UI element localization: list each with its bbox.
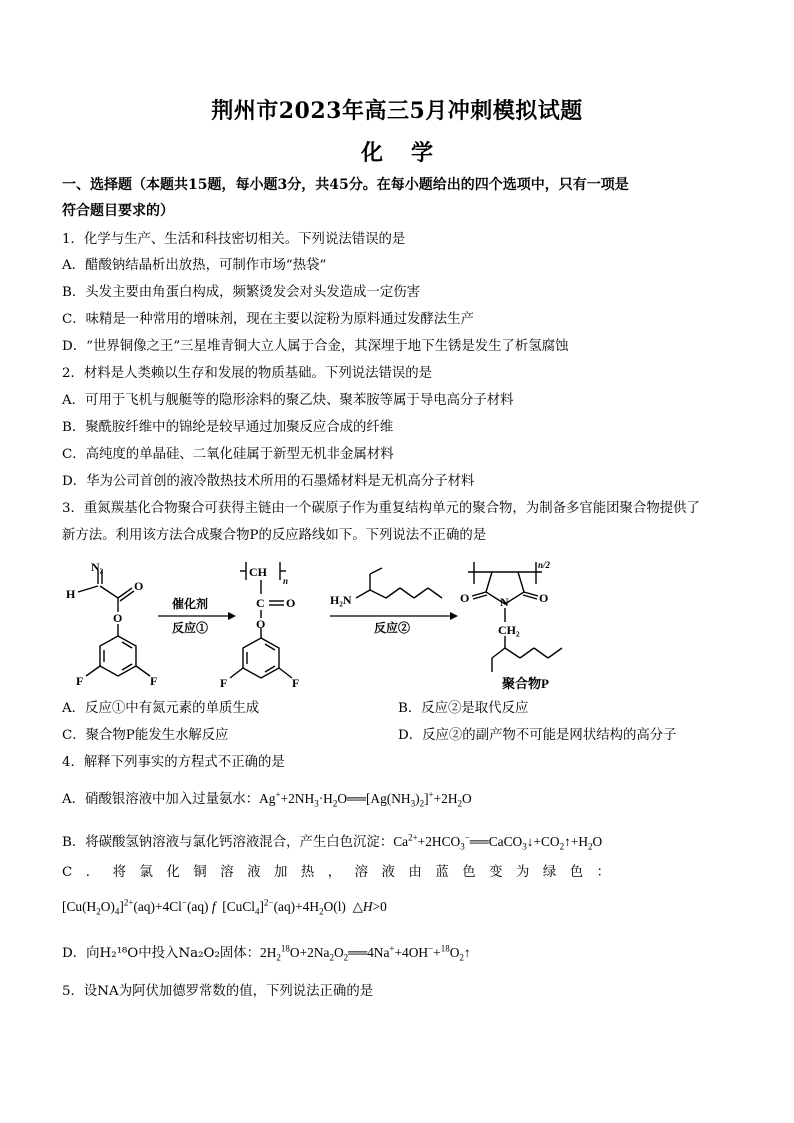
- carbon-label: C: [256, 596, 265, 610]
- ester-o-label-2: O: [256, 617, 266, 631]
- imide-o-right-label: O: [539, 591, 549, 605]
- q1-option-c: C．味精是一种常用的增味剂，现在主要以淀粉为原料通过发酵法生产: [62, 312, 474, 327]
- f-right-label: F: [150, 674, 158, 688]
- q3-option-b: B．反应②是取代反应: [398, 701, 529, 716]
- n2-label: N₂: [91, 560, 104, 574]
- q1-stem: 1．化学与生产、生活和科技密切相关。下列说法错误的是: [62, 232, 406, 247]
- q5-stem: 5．设NA为阿伏加德罗常数的值，下列说法正确的是: [62, 984, 374, 999]
- q3-stem-cont: 新方法。利用该方法合成聚合物P的反应路线如下。下列说法不正确的是: [62, 528, 487, 543]
- q4-option-d: [62, 944, 742, 963]
- amine-label: H₂N: [330, 593, 352, 607]
- q3-option-d: D．反应②的副产物不可能是网状结构的高分子: [398, 728, 677, 743]
- q4-option-b-prefix: B．将碳酸氢钠溶液与氯化钙溶液混合，产生白色沉淀：: [62, 835, 394, 850]
- catalyst-label: 催化剂: [172, 597, 209, 611]
- subject-title: 化学: [360, 140, 461, 166]
- q4-option-d-prefix: D．向H₂¹⁸O中投入Na₂O₂固体：: [62, 946, 261, 961]
- f-left-label-2: F: [220, 676, 228, 690]
- polymer-p-structure: [468, 562, 562, 672]
- carbonyl-o-label-2: O: [286, 596, 296, 610]
- q4-option-a-equation: $Ag^++2NH_3\cdot H_2O══[Ag(NH_3)_2]^++2H_2O$: [259, 789, 472, 809]
- q1-option-d: D．“世界铜像之王”三星堆青铜大立人属于合金，其深埋于地下生锈是发生了析氢腐蚀: [62, 339, 569, 354]
- q2-option-a: A．可用于飞机与舰艇等的隐形涂料的聚乙炔、聚苯胺等属于导电高分子材料: [62, 393, 514, 408]
- q4-option-b: [62, 833, 742, 852]
- q4-option-b-equation: $Ca^{2+}+2HCO_3^-══CaCO_3↓+CO_2↑+H_2O$: [393, 832, 603, 852]
- q2-option-d: D．华为公司首创的液冷散热技术所用的石墨烯材料是无机高分子材料: [62, 474, 475, 489]
- q1-option-a: A．醋酸钠结晶析出放热，可制作市场“热袋”: [62, 258, 327, 273]
- q4-option-a: [62, 790, 742, 809]
- ch-label: CH: [249, 565, 267, 579]
- section-heading: 一、选择题（本题共15题，每小题3分，共45分。在每小题给出的四个选项中，只有一项是: [62, 177, 629, 193]
- imide-o-left-label: O: [460, 591, 470, 605]
- reaction2-label: 反应②: [374, 621, 411, 635]
- q1-option-b: B．头发主要由角蛋白构成，频繁烫发会对头发造成一定伤害: [62, 285, 420, 300]
- polymer-p-label: 聚合物P: [502, 676, 549, 691]
- f-left-label: F: [76, 674, 84, 688]
- amine-reagent-structure: [356, 568, 442, 598]
- imide-n-label: N: [500, 595, 509, 609]
- q4-option-c: C．将氯化铜溶液加热，溶液由蓝色变为绿色：: [62, 865, 624, 880]
- f-right-label-2: F: [292, 676, 300, 690]
- h-label: H: [66, 587, 76, 601]
- q3-stem: 3．重氮羰基化合物聚合可获得主链由一个碳原子作为重复结构单元的聚合物，为制备多官能团聚合物提供了: [62, 501, 700, 516]
- repeat-n-label: n: [283, 576, 289, 586]
- reaction-scheme: [60, 558, 620, 698]
- q2-option-b: B．聚酰胺纤维中的锦纶是较早通过加聚反应合成的纤维: [62, 420, 394, 435]
- q4-option-a-prefix: A．硝酸银溶液中加入过量氨水：: [62, 792, 260, 807]
- reaction1-label: 反应①: [172, 621, 209, 635]
- q4-option-c-equation: $[Cu(H_2O)_4]^{2+}(aq)+4Cl^-(aq)$ f $[CuCl_4]^{2-}(aq)+4H_2O(l)$ △H>0: [62, 897, 387, 917]
- ester-o-label: O: [113, 611, 123, 625]
- section-heading-cont: 符合题目要求的）: [62, 203, 174, 219]
- repeat-n-half-label: n/2: [538, 560, 551, 570]
- exam-title: 荆州市2023年高三5月冲刺模拟试题: [211, 98, 583, 124]
- ch2-label: CH₂: [498, 623, 520, 637]
- carbonyl-o-label: O: [134, 579, 144, 593]
- q3-option-c: C．聚合物P能发生水解反应: [62, 728, 229, 743]
- q2-option-c: C．高纯度的单晶硅、二氧化硅属于新型无机非金属材料: [62, 447, 394, 462]
- q2-stem: 2．材料是人类赖以生存和发展的物质基础。下列说法错误的是: [62, 366, 433, 381]
- q3-option-a: A．反应①中有氮元素的单质生成: [62, 701, 260, 716]
- q4-stem: 4．解释下列事实的方程式不正确的是: [62, 755, 285, 770]
- q4-option-d-equation: $2H_2^{18}O+2Na_2O_2══4Na^++4OH^-+^{18}O_2↑$: [260, 943, 471, 963]
